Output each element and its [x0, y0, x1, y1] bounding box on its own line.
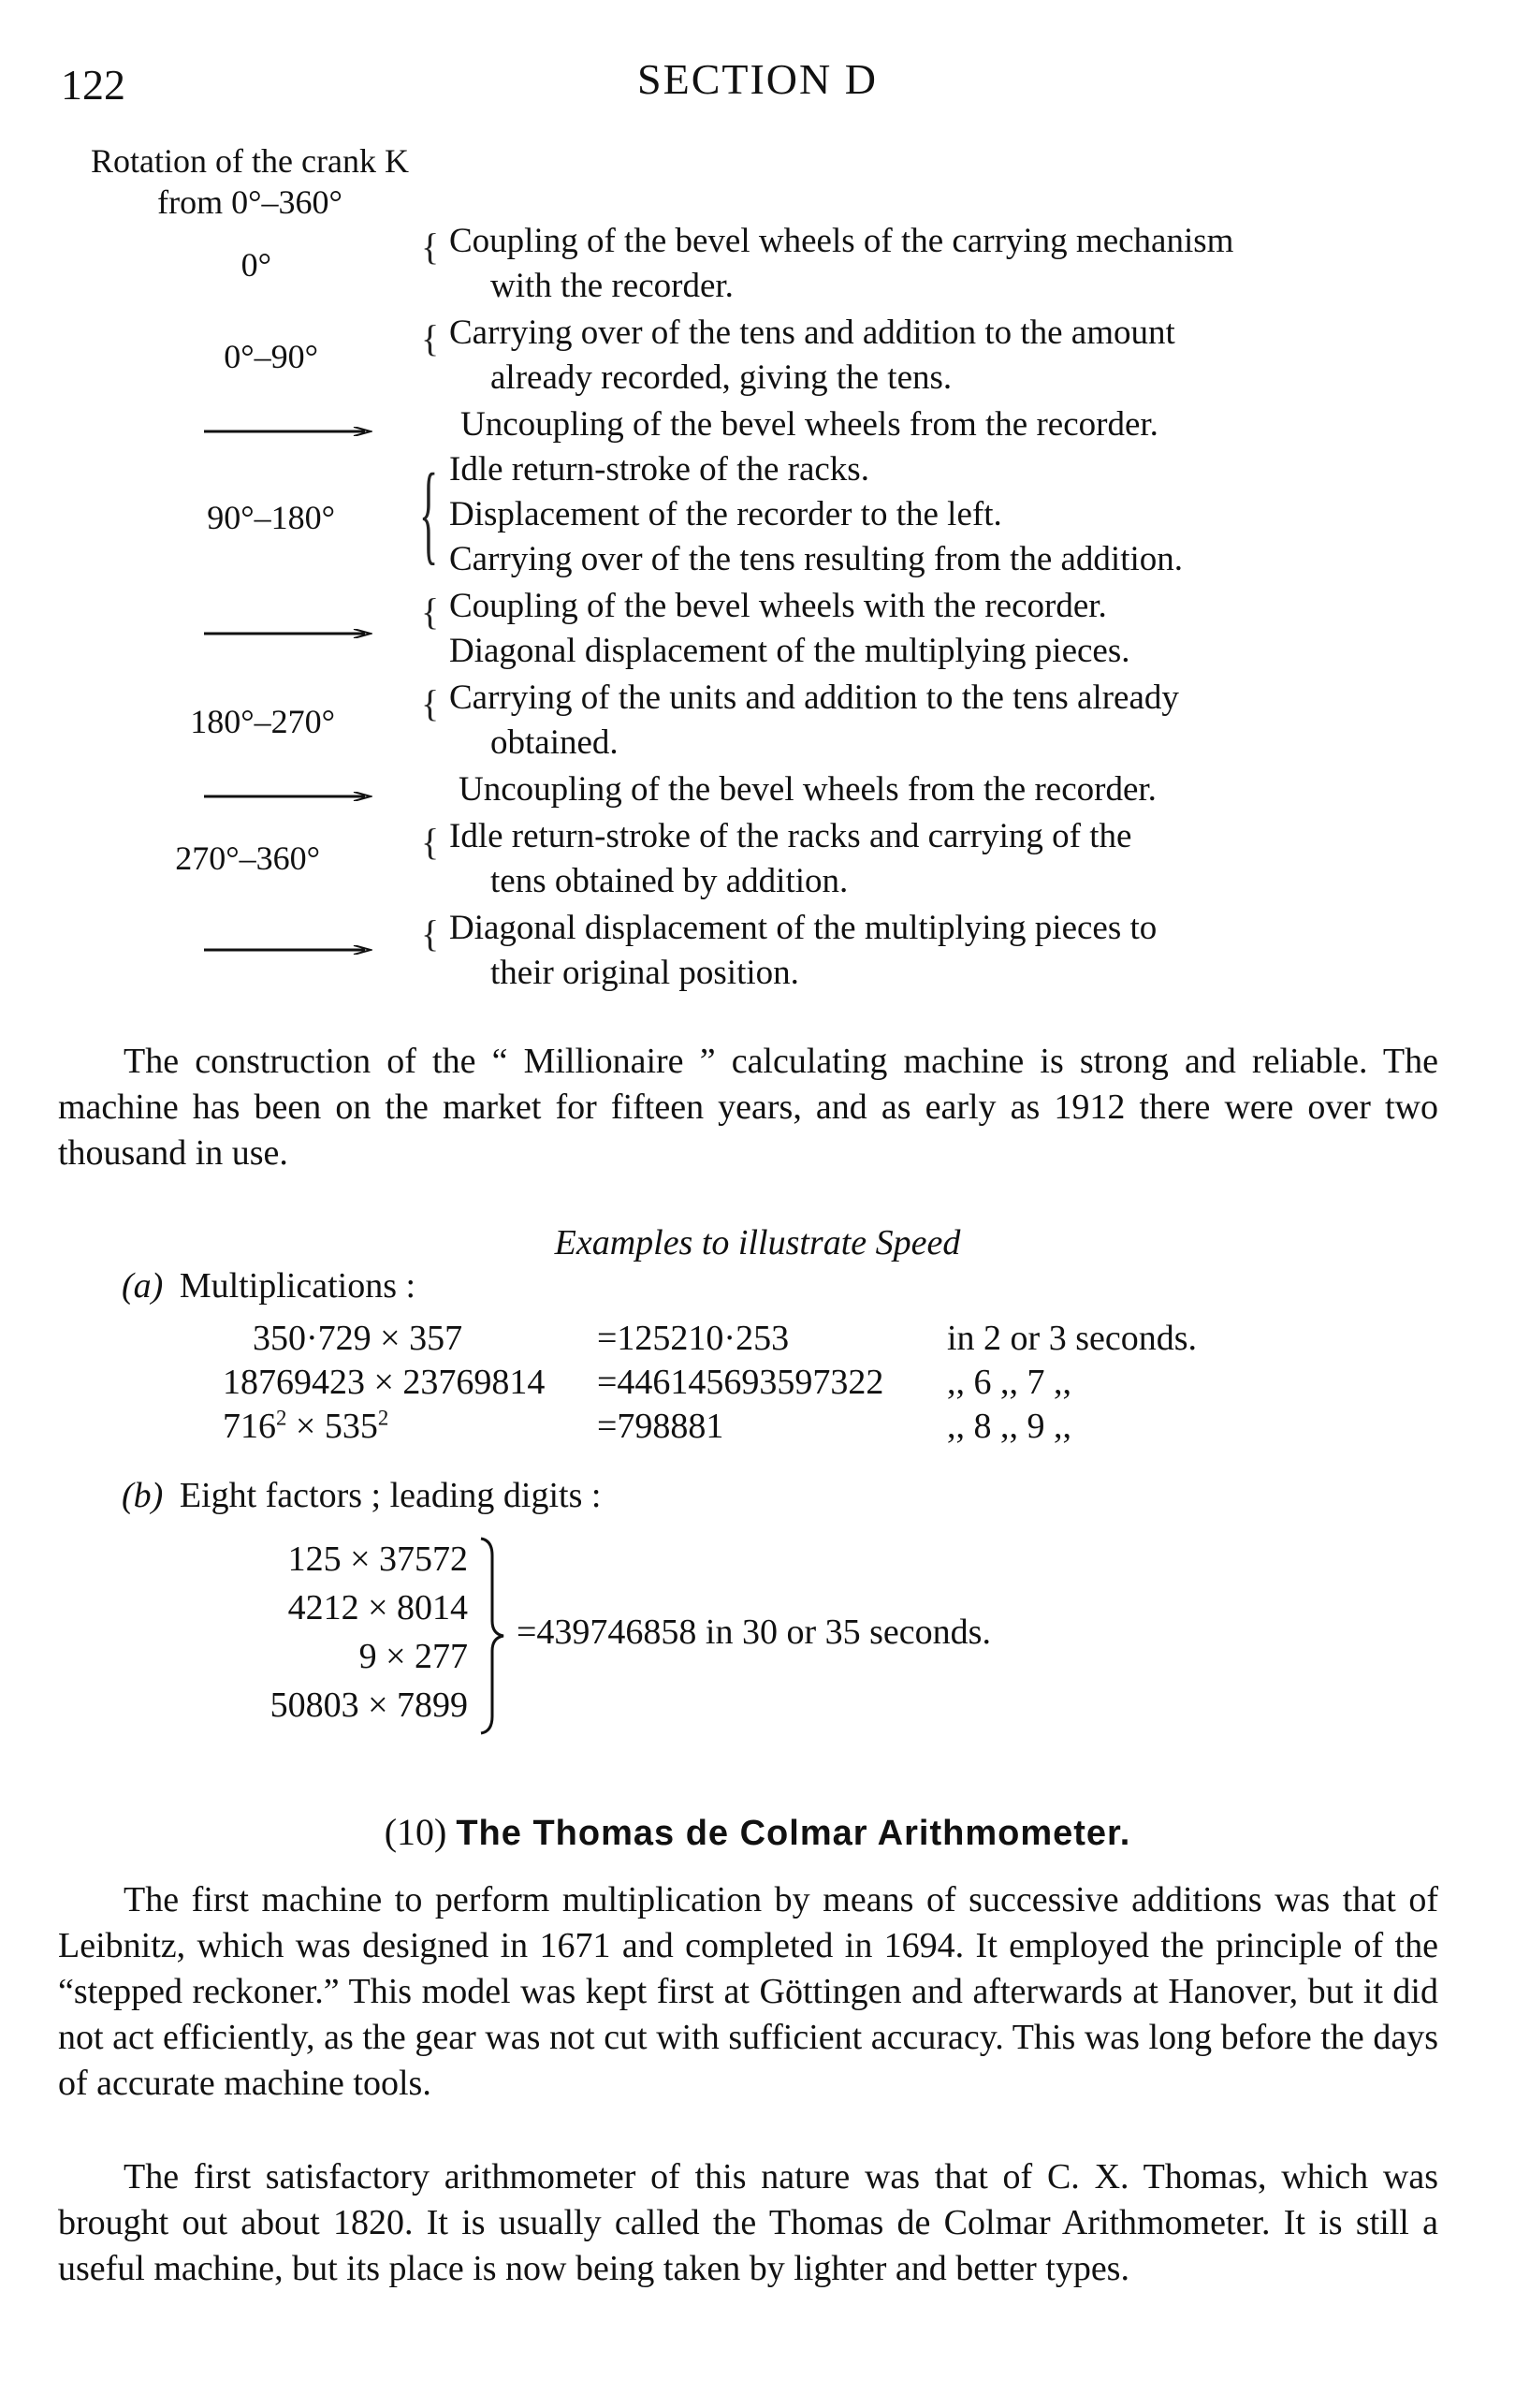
multiplication-result: =798881: [597, 1407, 724, 1446]
angle-label: 180°–270°: [190, 703, 335, 740]
label-a: (a): [122, 1266, 164, 1306]
multiplication-expr: 18769423 × 23769814: [223, 1363, 546, 1402]
multiplication-expr: 350·729 × 357: [253, 1319, 463, 1358]
section-title: [0, 1810, 1515, 1854]
arrow-icon: [204, 427, 372, 436]
factor-item: 125 × 37572: [287, 1540, 468, 1579]
label-b: (b): [122, 1476, 164, 1515]
label-b-title: Eight factors ; leading digits :: [179, 1476, 602, 1515]
rotation-header-line2: from 0°–360°: [157, 183, 342, 221]
angle-label: 270°–360°: [175, 839, 320, 877]
step-text: [449, 219, 1441, 309]
paragraph-thomas: [58, 2154, 1438, 2292]
step-line: Displacement of the recorder to the left.: [449, 495, 1002, 533]
multiplication-expr: $716^2 \times 535^2$: [223, 1406, 389, 1446]
paragraph-text: The first machine to perform multiplication by means of successive additions was that of Leibnitz, which was designed in 1671 and completed in 1694. It employed the principle of the “stepped reckoner.” This model was kept first at Göttingen and afterwards at Hanover, but it did not act efficiently, as the gear was not cut with sufficient accuracy. This was long before the days of accurate machine tools.: [58, 1880, 1438, 2103]
paragraph-leibnitz: [58, 1877, 1438, 2107]
brace-icon: {: [419, 450, 439, 575]
page-number: 122: [61, 61, 125, 109]
multiplication-result: =446145693597322: [597, 1363, 884, 1402]
step-text: [449, 906, 1441, 996]
brace-icon: {: [421, 591, 440, 633]
factor-item: 4212 × 8014: [287, 1588, 468, 1627]
step-text: [449, 814, 1441, 904]
section-title-text: The Thomas de Colmar Arithmometer.: [456, 1814, 1131, 1853]
step-line: Idle return-stroke of the racks and carrying of the: [449, 817, 1132, 855]
angle-label: 90°–180°: [207, 499, 335, 536]
label-a-title: Multiplications :: [179, 1266, 416, 1306]
multiplication-time: ,, 6 ,, 7 ,,: [947, 1363, 1071, 1402]
step-text: [459, 767, 1450, 812]
step-line: Carrying over of the tens resulting from the addition.: [449, 540, 1184, 578]
rotation-header-line1: Rotation of the crank K: [91, 142, 409, 180]
step-text: [449, 311, 1441, 401]
arrow-icon: [204, 792, 372, 801]
step-line: obtained.: [490, 723, 619, 762]
step-line: Diagonal displacement of the multiplying pieces to: [449, 909, 1158, 947]
step-line: tens obtained by addition.: [490, 862, 849, 900]
multiplication-time: in 2 or 3 seconds.: [947, 1319, 1198, 1358]
brace-icon: {: [421, 682, 440, 724]
step-text: [449, 447, 1441, 582]
step-line: Uncoupling of the bevel wheels from the recorder.: [459, 770, 1157, 809]
step-line: Idle return-stroke of the racks.: [449, 450, 869, 489]
multiplication-time: ,, 8 ,, 9 ,,: [947, 1407, 1071, 1446]
step-line: Diagonal displacement of the multiplying pieces.: [449, 632, 1130, 670]
arrow-icon: [204, 629, 372, 638]
step-text: [460, 402, 1452, 447]
paragraph-text: The construction of the “ Millionaire ” calculating machine is strong and reliable. The machine has been on the market for fifteen years, and as early as 1912 there were over two thousand in use.: [58, 1042, 1438, 1173]
examples-heading: Examples to illustrate Speed: [554, 1223, 961, 1262]
step-line: already recorded, giving the tens.: [490, 358, 953, 397]
section-heading: SECTION D: [637, 55, 878, 103]
step-line: Coupling of the bevel wheels of the carrying mechanism: [449, 222, 1234, 260]
factor-item: 50803 × 7899: [269, 1686, 468, 1725]
brace-icon: {: [421, 226, 440, 268]
paragraph-text: The first satisfactory arithmometer of this nature was that of C. X. Thomas, which was brought out about 1820. It is usually called the Thomas de Colmar Arithmometer. It is still a useful machine, but its place is now being taken by lighter and better types.: [58, 2157, 1438, 2288]
step-line: Coupling of the bevel wheels with the recorder.: [449, 587, 1107, 625]
step-text: [449, 676, 1441, 766]
brace-icon: {: [421, 821, 440, 863]
step-line: Uncoupling of the bevel wheels from the recorder.: [460, 405, 1158, 444]
examples-b-heading: [122, 1475, 601, 1516]
step-line: with the recorder.: [490, 267, 734, 305]
rotation-header: [58, 140, 442, 223]
right-brace-icon: [477, 1535, 515, 1736]
examples-a-heading: [122, 1265, 415, 1306]
brace-icon: {: [421, 912, 440, 955]
angle-label: 0°: [240, 246, 271, 284]
factors-result: =439746858 in 30 or 35 seconds.: [517, 1613, 991, 1652]
factor-list: [187, 1535, 468, 1729]
multiplication-result: =125210·253: [597, 1319, 790, 1358]
step-line: Carrying of the units and addition to the tens already: [449, 679, 1179, 717]
step-line: their original position.: [490, 954, 799, 992]
factor-item: 9 × 277: [358, 1637, 468, 1676]
section-number: (10): [384, 1811, 447, 1853]
arrow-icon: [204, 945, 372, 955]
brace-icon: {: [421, 317, 440, 359]
paragraph-millionaire: [58, 1039, 1438, 1176]
angle-label: 0°–90°: [224, 338, 318, 375]
step-line: Carrying over of the tens and addition to the amount: [449, 314, 1175, 352]
step-text: [449, 584, 1441, 674]
